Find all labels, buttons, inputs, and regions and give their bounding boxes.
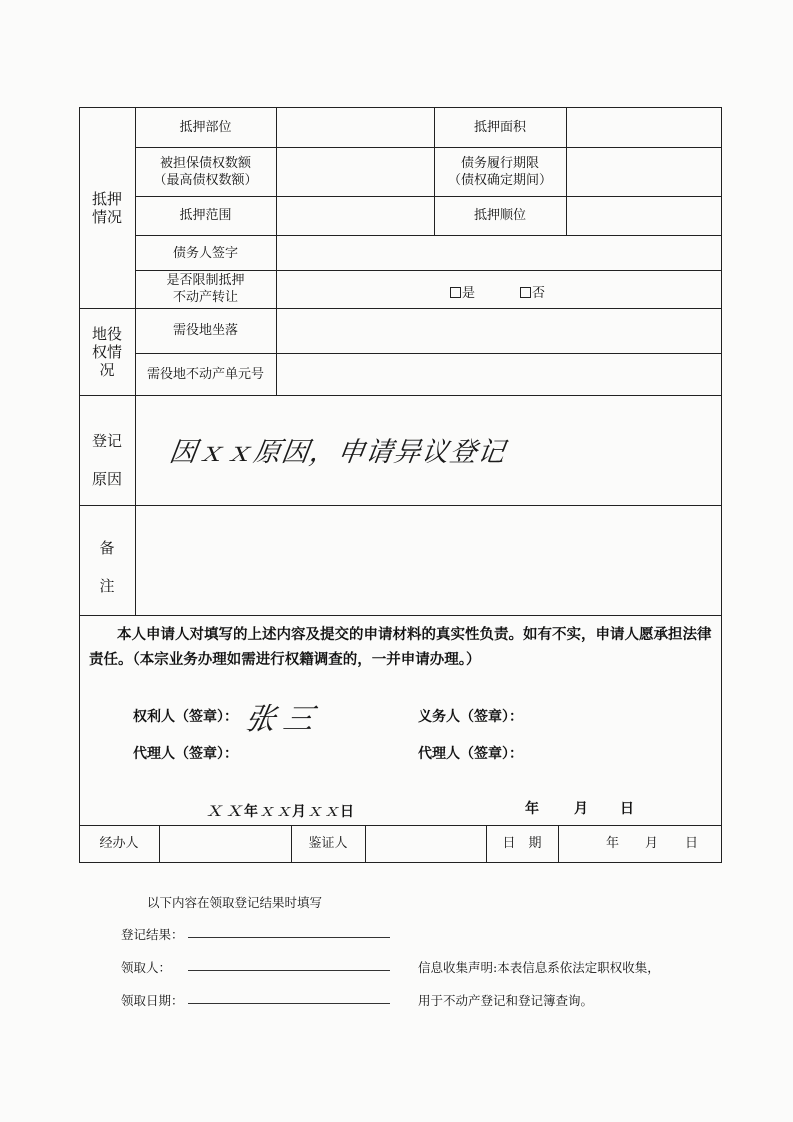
obligee-label: 权利人（签章）： bbox=[133, 709, 238, 725]
mortgage-area-label: 抵押面积 bbox=[473, 120, 526, 135]
restrict-no-option[interactable]: 否 bbox=[520, 282, 545, 301]
obligor-date-month: 月 bbox=[574, 801, 588, 817]
result-field[interactable] bbox=[188, 937, 390, 938]
verifier-label: 鉴证人 bbox=[308, 836, 348, 851]
remarks-section-label: 备 注 bbox=[99, 539, 115, 595]
receive-date-label: 领取日期： bbox=[121, 993, 184, 1008]
mortgage-section-label: 抵押 情况 bbox=[91, 190, 122, 226]
checkbox-icon[interactable] bbox=[450, 287, 461, 298]
checkbox-icon[interactable] bbox=[520, 287, 531, 298]
rule bbox=[135, 270, 722, 271]
debt-term-label: 债务履行期限 （债权确定期间） bbox=[447, 156, 552, 188]
mortgage-part-label: 抵押部位 bbox=[179, 120, 232, 135]
rule bbox=[79, 615, 722, 616]
rule bbox=[79, 107, 722, 108]
receiver-label: 领取人： bbox=[121, 960, 172, 975]
rule bbox=[135, 353, 722, 354]
rule bbox=[135, 147, 722, 148]
restrict-transfer-label: 是否限制抵押 不动产转让 bbox=[166, 273, 245, 305]
debtor-sign-label: 债务人签字 bbox=[172, 246, 238, 261]
restrict-yes-option[interactable]: 是 bbox=[450, 282, 475, 301]
office-date-day: 日 bbox=[685, 836, 699, 851]
rule bbox=[79, 505, 722, 506]
office-date-label: 日 期 bbox=[502, 836, 542, 851]
date-hand-month[interactable]: ｘｘ bbox=[258, 801, 292, 821]
footer-note: 以下内容在领取登记结果时填写 bbox=[147, 895, 323, 910]
rule bbox=[558, 825, 559, 862]
mortgage-order-label: 抵押顺位 bbox=[473, 208, 526, 223]
receive-date-field[interactable] bbox=[188, 1003, 390, 1004]
date-hand-year[interactable]: ｘｘ bbox=[204, 797, 244, 821]
rule bbox=[79, 395, 722, 396]
handler-label: 经办人 bbox=[99, 836, 139, 851]
rule bbox=[566, 107, 567, 235]
obligor-label: 义务人（签章）： bbox=[418, 709, 523, 725]
obligor-date-year: 年 bbox=[525, 801, 539, 817]
rule bbox=[135, 196, 722, 197]
privacy-statement-line2: 用于不动产登记和登记簿查询。 bbox=[418, 993, 594, 1008]
obligee-signature[interactable]: 张三 bbox=[242, 702, 325, 737]
rule bbox=[79, 825, 722, 826]
rule bbox=[159, 825, 160, 862]
agent-right-label: 代理人（签章）： bbox=[418, 746, 523, 762]
applicant-date: ｘｘ年ｘｘ月ｘｘ日 bbox=[204, 797, 354, 821]
easement-section-label: 地役 权情 况 bbox=[91, 325, 122, 379]
rule bbox=[365, 825, 366, 862]
reason-handwritten[interactable]: 因ｘｘ原因，申请异议登记 bbox=[167, 437, 508, 468]
reason-section-label: 登记 原因 bbox=[91, 432, 122, 488]
office-date-year: 年 bbox=[606, 836, 620, 851]
rule bbox=[276, 107, 277, 395]
rule bbox=[79, 862, 722, 863]
servient-unit-label: 需役地不动产单元号 bbox=[146, 367, 264, 382]
receiver-field[interactable] bbox=[188, 970, 390, 971]
date-hand-day[interactable]: ｘｘ bbox=[306, 801, 340, 821]
obligor-date-day: 日 bbox=[620, 801, 634, 817]
result-label: 登记结果： bbox=[121, 927, 184, 942]
servient-location-label: 需役地坐落 bbox=[172, 323, 238, 338]
rule bbox=[79, 308, 722, 309]
rule bbox=[135, 235, 722, 236]
secured-amount-label: 被担保债权数额 （最高债权数额） bbox=[153, 156, 258, 188]
office-date-month: 月 bbox=[645, 836, 659, 851]
privacy-statement-line1: 信息收集声明:本表信息系依法定职权收集， bbox=[418, 960, 660, 975]
mortgage-scope-label: 抵押范围 bbox=[179, 208, 232, 223]
declaration-text: 本人申请人对填写的上述内容及提交的申请材料的真实性负责。如有不实，申请人愿承担法律责任。（本宗业务办理如需进行权籍调查的，一并申请办理。） bbox=[89, 626, 712, 668]
agent-left-label: 代理人（签章）： bbox=[133, 746, 238, 762]
